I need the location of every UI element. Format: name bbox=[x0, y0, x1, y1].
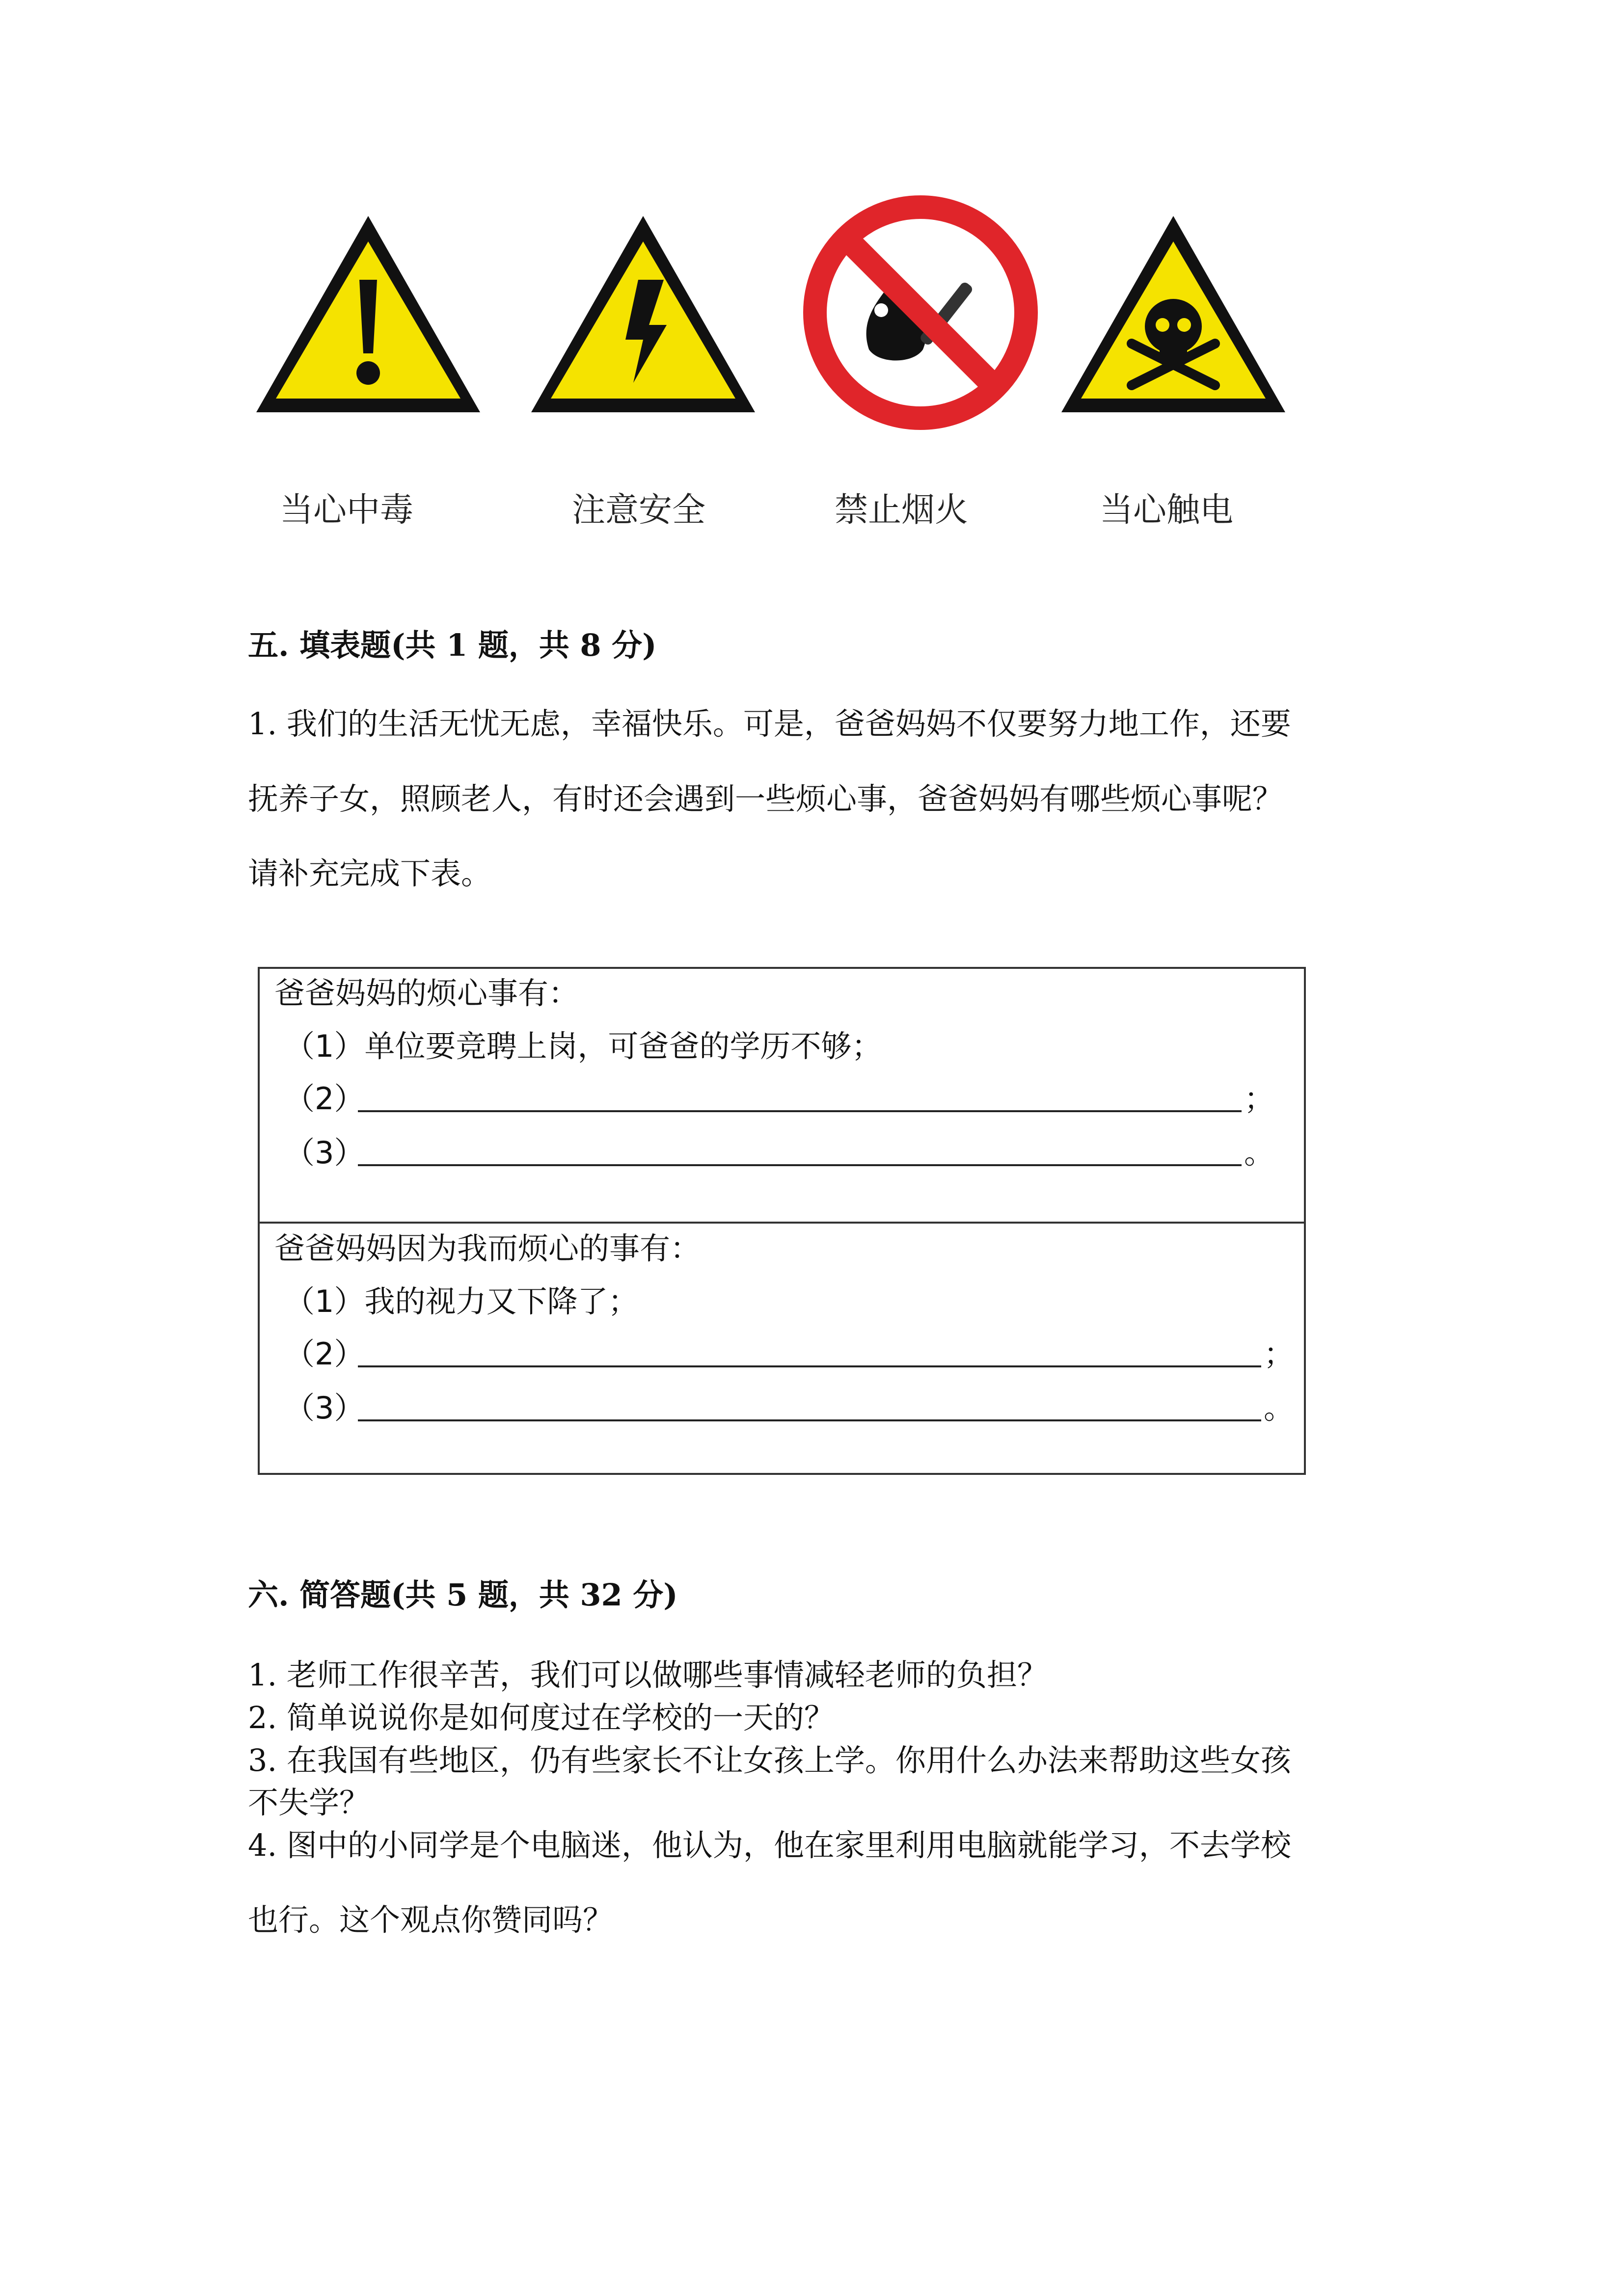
warning-exclamation-icon bbox=[245, 196, 491, 427]
block1-item2-prefix: （2） bbox=[284, 1081, 365, 1117]
section6-q2: 2. 简单说说你是如何度过在学校的一天的？ bbox=[248, 1700, 835, 1735]
table-divider bbox=[260, 1222, 1304, 1224]
block1-item3-prefix: （3） bbox=[284, 1135, 365, 1171]
block1-item3-end: 。 bbox=[1244, 1135, 1275, 1171]
sign-label-3: 禁止烟火 bbox=[835, 491, 969, 530]
block1-item3-blank[interactable] bbox=[358, 1164, 1242, 1166]
block2-item3-blank[interactable] bbox=[358, 1419, 1261, 1421]
block2-item2-end: ； bbox=[1264, 1336, 1295, 1372]
section6-q3-line2: 不失学？ bbox=[248, 1785, 370, 1820]
section6-q4-line2: 也行。这个观点你赞同吗？ bbox=[248, 1902, 614, 1938]
section5-q1-line1: 1. 我们的生活无忧无虑，幸福快乐。可是，爸爸妈妈不仅要努力地工作，还要 bbox=[248, 706, 1291, 742]
no-fire-icon bbox=[795, 187, 1046, 438]
sign-label-4: 当心触电 bbox=[1100, 491, 1234, 530]
section5-title: 五. 填表题(共 1 题，共 8 分) bbox=[248, 627, 657, 663]
block1-item1: （1）单位要竞聘上岗，可爸爸的学历不够； bbox=[284, 1028, 882, 1064]
block2-item3-end: 。 bbox=[1264, 1390, 1295, 1426]
section6-q1: 1. 老师工作很辛苦，我们可以做哪些事情减轻老师的负担？ bbox=[248, 1657, 1048, 1693]
block1-item2-end: ； bbox=[1244, 1081, 1275, 1117]
section6-q3-line1: 3. 在我国有些地区，仍有些家长不让女孩上学。你用什么办法来帮助这些女孩 bbox=[248, 1742, 1291, 1778]
toxic-skull-icon bbox=[1051, 196, 1296, 427]
high-voltage-icon bbox=[520, 196, 766, 427]
block2-item2-prefix: （2） bbox=[284, 1336, 365, 1372]
sign-label-1: 当心中毒 bbox=[280, 491, 414, 530]
block2-item2-blank[interactable] bbox=[358, 1365, 1261, 1367]
block1-heading: 爸爸妈妈的烦心事有： bbox=[274, 975, 579, 1011]
fill-in-table bbox=[258, 967, 1306, 1475]
section6-title: 六. 简答题(共 5 题，共 32 分) bbox=[248, 1577, 678, 1613]
block2-item1: （1）我的视力又下降了； bbox=[284, 1283, 639, 1319]
block1-item2-blank[interactable] bbox=[358, 1110, 1242, 1112]
section5-q1-line2: 抚养子女，照顾老人，有时还会遇到一些烦心事，爸爸妈妈有哪些烦心事呢？ bbox=[248, 781, 1283, 817]
section5-q1-line3: 请补充完成下表。 bbox=[248, 855, 492, 891]
safety-signs-row bbox=[245, 196, 1316, 452]
block2-item3-prefix: （3） bbox=[284, 1390, 365, 1426]
section6-q4-line1: 4. 图中的小同学是个电脑迷，他认为，他在家里利用电脑就能学习，不去学校 bbox=[248, 1827, 1291, 1863]
sign-label-2: 注意安全 bbox=[572, 491, 706, 530]
block2-heading: 爸爸妈妈因为我而烦心的事有： bbox=[274, 1230, 701, 1266]
